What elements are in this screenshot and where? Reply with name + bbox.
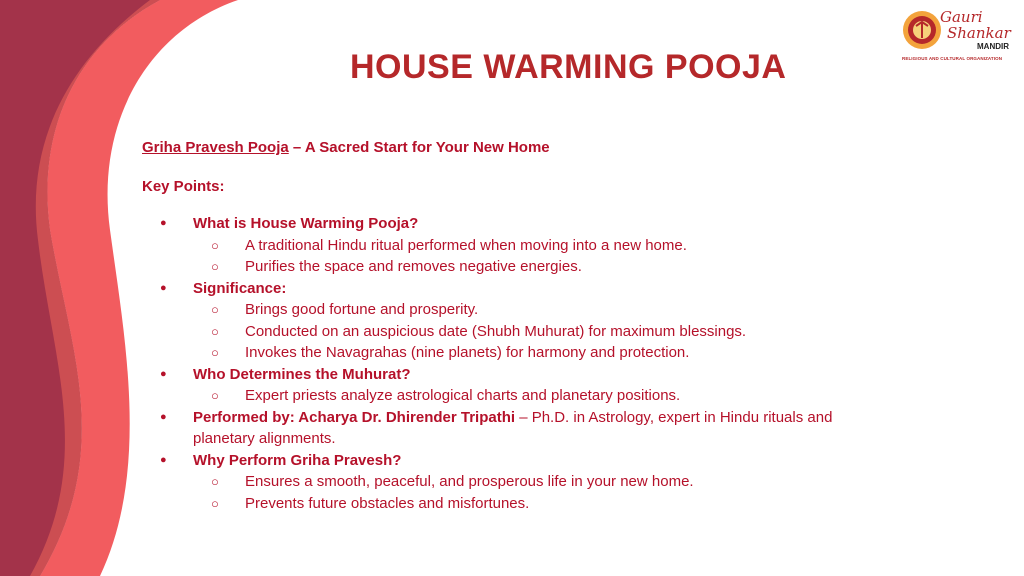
logo-name-line2: Shankar bbox=[947, 24, 1011, 42]
list-item-text: Ensures a smooth, peaceful, and prosperous life in your new home. bbox=[245, 473, 694, 490]
list-item-text: Invokes the Navagrahas (nine planets) for harmony and protection. bbox=[245, 344, 690, 361]
list-item bbox=[193, 493, 862, 515]
list-item-text: Prevents future obstacles and misfortunes. bbox=[245, 494, 530, 512]
list-item-text: Purifies the space and removes negative energies. bbox=[245, 258, 582, 275]
section-heading: Why Perform Griha Pravesh? bbox=[193, 451, 402, 469]
bullet-filled: ● bbox=[160, 410, 167, 423]
list-item-text: Expert priests analyze astrological charts and planetary positions. bbox=[245, 387, 681, 404]
bullet-hollow: ○ bbox=[211, 474, 219, 489]
list-item-text: Conducted on an auspicious date (Shubh Muhurat) for maximum blessings. bbox=[245, 322, 747, 340]
sub-list bbox=[193, 385, 862, 407]
section-performed-by bbox=[142, 407, 862, 450]
list-item bbox=[193, 299, 862, 321]
subtitle-link[interactable]: Griha Pravesh Pooja bbox=[142, 139, 289, 156]
list-item bbox=[193, 471, 862, 493]
list-item bbox=[193, 256, 862, 278]
section-heading: Who Determines the Muhurat? bbox=[193, 365, 411, 383]
subtitle bbox=[142, 137, 862, 159]
section-significance bbox=[142, 278, 862, 364]
list-item-text: A traditional Hindu ritual performed when moving into a new home. bbox=[245, 236, 687, 254]
key-points-label: Key Points: bbox=[142, 178, 225, 195]
bullet-hollow: ○ bbox=[211, 237, 219, 253]
list-item bbox=[193, 385, 862, 407]
section-heading: What is House Warming Pooja? bbox=[193, 215, 419, 232]
main-content bbox=[142, 137, 862, 514]
subtitle-rest: – A Sacred Start for Your New Home bbox=[288, 139, 550, 156]
sub-list bbox=[193, 299, 862, 364]
bullet-hollow: ○ bbox=[211, 345, 219, 360]
bullet-filled: ● bbox=[160, 281, 167, 294]
bullet-hollow: ○ bbox=[211, 323, 219, 339]
bullet-filled: ● bbox=[160, 453, 167, 466]
performer-credentials: – Ph.D. in Astrology, expert in Hindu rituals and planetary alignments. bbox=[193, 408, 833, 447]
page-title: HOUSE WARMING POOJA bbox=[350, 48, 787, 86]
list-item bbox=[193, 342, 862, 364]
list-item bbox=[193, 235, 862, 257]
bullet-hollow: ○ bbox=[211, 302, 219, 317]
logo-tagline: RELIGIOUS AND CULTURAL ORGANIZATION bbox=[902, 56, 1003, 61]
bullet-filled: ● bbox=[160, 217, 167, 229]
key-points-list bbox=[142, 213, 862, 514]
section-why-perform bbox=[142, 450, 862, 515]
mandir-seal-icon bbox=[902, 10, 942, 50]
list-item-text: Brings good fortune and prosperity. bbox=[245, 301, 479, 318]
gauri-shankar-mandir-logo bbox=[898, 6, 1016, 64]
section-heading: Performed by: Acharya Dr. Dhirender Tripathi bbox=[193, 408, 516, 426]
bullet-filled: ● bbox=[160, 367, 167, 380]
bullet-hollow: ○ bbox=[211, 495, 219, 511]
sub-list bbox=[193, 471, 862, 514]
section-what-is bbox=[142, 213, 862, 278]
logo-name-line1: Gauri bbox=[940, 8, 983, 26]
list-item bbox=[193, 321, 862, 343]
section-heading: Significance: bbox=[193, 279, 287, 297]
sub-list bbox=[193, 235, 862, 278]
bullet-hollow: ○ bbox=[211, 388, 219, 403]
bullet-hollow: ○ bbox=[211, 259, 219, 274]
section-muhurat bbox=[142, 364, 862, 407]
logo-name-line3: MANDIR bbox=[977, 42, 1009, 51]
